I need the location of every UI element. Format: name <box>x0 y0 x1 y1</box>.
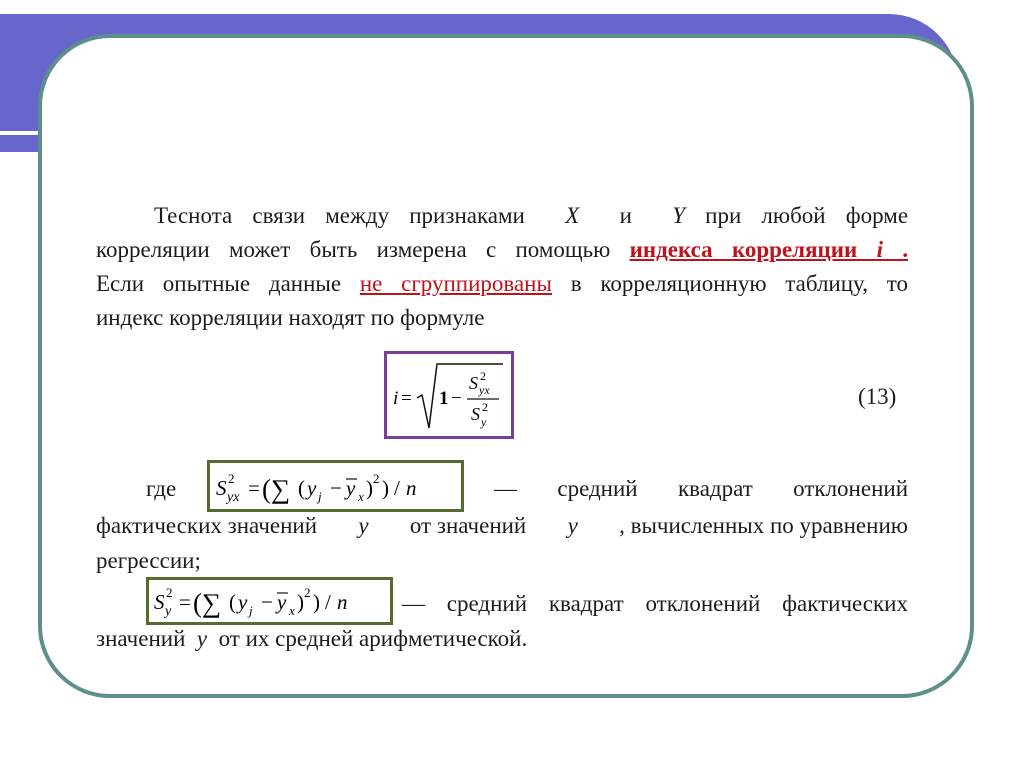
syx-description-line-2 <box>96 513 908 539</box>
svg-text:/: / <box>394 476 400 500</box>
correlation-index-formula <box>384 351 514 439</box>
equation-number: (13) <box>858 384 897 409</box>
svg-text:S: S <box>469 373 478 393</box>
svg-text:1: 1 <box>439 388 449 409</box>
term-text: индекса корреляции <box>629 237 858 262</box>
paragraph-line-3 <box>96 267 908 301</box>
svg-text:y: y <box>346 476 356 500</box>
svg-text:2: 2 <box>304 585 311 600</box>
svg-text:n: n <box>337 590 348 614</box>
svg-text:−: − <box>330 476 342 500</box>
svg-text:): ) <box>297 590 304 614</box>
svg-text:yx: yx <box>227 490 240 505</box>
text-fragment: корреляции может быть измерена с помощью <box>96 237 611 262</box>
svg-text:S: S <box>471 404 480 424</box>
variable-y-hat: y <box>567 513 578 538</box>
svg-text:y: y <box>481 415 487 429</box>
intro-paragraph <box>96 199 908 335</box>
paragraph-line-4 <box>96 301 908 335</box>
svg-text:/: / <box>325 590 331 614</box>
svg-text:2: 2 <box>166 585 173 600</box>
variable-y: Y <box>672 203 685 228</box>
svg-text:i: i <box>393 388 399 409</box>
text-fragment: и <box>619 203 632 228</box>
syx-description-line-1: — средний квадрат отклонений <box>494 476 908 501</box>
svg-text:2: 2 <box>480 369 486 383</box>
syx-formula-graphic <box>210 463 461 509</box>
svg-text:(∑: (∑ <box>262 474 291 504</box>
text-fragment: Теснота связи между признаками <box>154 203 525 228</box>
svg-text:y: y <box>165 604 172 619</box>
sy-description-line-1: — средний квадрат отклонений фактических <box>402 591 908 616</box>
svg-text:yx: yx <box>479 383 490 397</box>
sy-formula-graphic <box>149 580 390 622</box>
variable-y: y <box>358 513 369 538</box>
text-fragment: , вычисленных по уравнению <box>619 513 908 538</box>
text-fragment: от их средней арифметической. <box>218 626 528 651</box>
svg-text:): ) <box>313 590 320 614</box>
svg-text:=: = <box>401 388 412 409</box>
svg-text:S: S <box>154 590 165 614</box>
correlation-index-term <box>630 237 908 262</box>
svg-text:=: = <box>248 476 260 500</box>
syx-formula <box>207 460 464 512</box>
ungrouped-term: не сгруппированы <box>359 271 552 296</box>
svg-text:(: ( <box>298 476 305 500</box>
formula-graphic <box>387 354 511 436</box>
paragraph-line-2 <box>96 233 908 267</box>
svg-text:(∑: (∑ <box>193 588 222 618</box>
text-fragment: Если опытные данные <box>96 271 342 296</box>
text-fragment: от значений <box>409 513 527 538</box>
svg-text:=: = <box>179 590 191 614</box>
svg-text:y: y <box>277 590 287 614</box>
svg-text:y: y <box>307 476 317 500</box>
variable-y: y <box>196 626 208 651</box>
syx-description-line-3: регрессии; <box>96 548 201 573</box>
text-fragment: фактических значений <box>96 513 318 538</box>
svg-text:−: − <box>451 388 462 409</box>
svg-text:2: 2 <box>228 471 235 486</box>
svg-text:n: n <box>406 476 417 500</box>
term-period: . <box>902 237 909 262</box>
svg-text:2: 2 <box>373 471 380 486</box>
text-fragment: в корреляционную таблицу, то <box>570 271 909 296</box>
text-fragment: значений <box>96 626 186 651</box>
paragraph-line-1 <box>96 199 908 233</box>
svg-text:(: ( <box>229 590 236 614</box>
svg-text:x: x <box>358 489 364 504</box>
svg-text:−: − <box>261 590 273 614</box>
sy-description-line-2 <box>96 626 527 652</box>
svg-text:2: 2 <box>482 400 488 414</box>
svg-text:): ) <box>382 476 389 500</box>
sy-formula <box>146 577 393 625</box>
variable-x: X <box>565 203 580 228</box>
text-fragment: при любой форме <box>705 203 909 228</box>
svg-text:y: y <box>238 590 248 614</box>
term-variable: i <box>876 237 883 262</box>
text-fragment: индекс корреляции находят по формуле <box>96 305 485 330</box>
svg-text:): ) <box>366 476 373 500</box>
svg-text:S: S <box>216 476 227 500</box>
where-label: где <box>146 476 177 501</box>
svg-text:x: x <box>289 603 295 618</box>
svg-text:j: j <box>249 603 253 618</box>
svg-text:j: j <box>318 489 322 504</box>
